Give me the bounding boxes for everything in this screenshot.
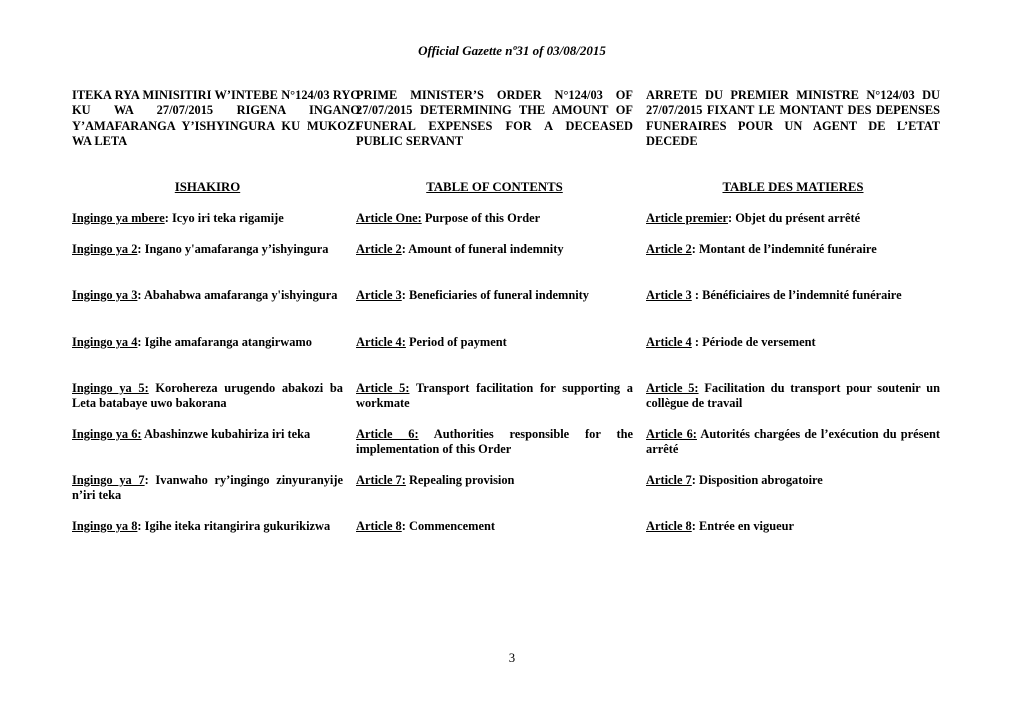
toc-entry-ref: Article 3 bbox=[646, 288, 692, 302]
toc-entry bbox=[646, 288, 940, 303]
toc-entry-ref: Article 8 bbox=[356, 519, 402, 533]
gazette-header: Official Gazette nº31 of 03/08/2015 bbox=[418, 43, 606, 58]
toc-entry bbox=[72, 519, 343, 534]
page-number: 3 bbox=[508, 651, 516, 665]
toc-entry bbox=[356, 473, 633, 488]
toc-entry bbox=[646, 519, 940, 534]
toc-entry-ref: Ingingo ya 7 bbox=[72, 473, 145, 487]
toc-heading: TABLE DES MATIERES bbox=[722, 180, 864, 194]
toc-entry bbox=[646, 381, 940, 412]
order-title: PRIME MINISTER’S ORDER N°124/03 OF 27/07/2015 DETERMINING THE AMOUNT OF FUNERAL EXPENSES FOR A DECEASED PUBLIC SERVANT bbox=[356, 88, 633, 148]
column-kinyarwanda bbox=[72, 88, 360, 164]
toc-entry-ref: Ingingo ya 6: bbox=[72, 427, 142, 441]
toc-entry-ref: Article 7: bbox=[356, 473, 406, 487]
toc-entry-text: : Disposition abrogatoire bbox=[691, 473, 823, 487]
toc-entry-ref: Article 2 bbox=[646, 242, 692, 256]
order-title: ITEKA RYA MINISITIRI W’INTEBE N°124/03 RYO KU WA 27/07/2015 RIGENA INGANO Y’AMAFARANGA Y’ISHYINGURA KU MUKOZI WA LETA bbox=[72, 88, 360, 148]
toc-entry-ref: Ingingo ya 4 bbox=[72, 335, 138, 349]
toc-entry-text: Transport facilitation for supporting a workmate bbox=[356, 381, 633, 411]
toc-entry-text: Koroherez​a urugendo abakozi ba Leta batabaye uwo bakorana bbox=[72, 381, 344, 411]
toc-entry bbox=[646, 335, 940, 350]
toc-entry-ref: Article 4: bbox=[356, 335, 406, 349]
toc-entry bbox=[72, 381, 343, 412]
toc-entry-text: : Entrée en vigueur bbox=[691, 519, 794, 533]
toc-entry-text: : Objet du présent arrêté bbox=[728, 211, 861, 225]
toc-entry bbox=[356, 335, 633, 350]
toc-entry bbox=[356, 381, 633, 412]
column-english bbox=[356, 88, 633, 164]
toc-entry bbox=[646, 211, 940, 226]
toc-entry-text: : Icyo iri teka rigamije bbox=[164, 211, 284, 225]
toc-entry bbox=[72, 473, 343, 504]
toc-entry-text: : Période de versement bbox=[691, 335, 816, 349]
toc-entry bbox=[72, 427, 343, 442]
toc-entry bbox=[356, 427, 633, 458]
toc-heading: ISHAKIRO bbox=[174, 180, 241, 194]
toc-entry bbox=[356, 519, 633, 534]
toc-entry-text: : Bénéficiaires de l’indemnité funéraire bbox=[691, 288, 902, 302]
toc-entry-text: Abashinzwe kubahiriza iri teka bbox=[141, 427, 311, 441]
toc-entry-text: Period of payment bbox=[405, 335, 507, 349]
toc-entry bbox=[72, 242, 343, 257]
toc-entry bbox=[72, 211, 343, 226]
toc-entry-ref: Article 3 bbox=[356, 288, 402, 302]
toc-entry bbox=[72, 288, 343, 303]
toc-entry bbox=[356, 211, 633, 226]
toc-entry-ref: Article 5: bbox=[356, 381, 410, 395]
toc-entry-ref: Ingingo ya mbere bbox=[72, 211, 165, 225]
toc-entry-text: : Beneficiaries of funeral indemnity bbox=[401, 288, 589, 302]
toc-entry bbox=[356, 242, 633, 257]
toc-entry bbox=[356, 288, 633, 303]
toc-entry-text: Facilitation du transport pour soutenir un collègue de travail bbox=[646, 381, 940, 411]
toc-entry-text: Authorities responsible for the implementation of this Order bbox=[356, 427, 633, 457]
toc-entry-ref: Article 4 bbox=[646, 335, 692, 349]
toc-entry-ref: Ingingo ya 3 bbox=[72, 288, 138, 302]
toc-entry-ref: Ingingo ya 8 bbox=[72, 519, 138, 533]
toc-entry bbox=[646, 473, 940, 488]
toc-entry-text: : Igihe iteka ritangirira gukurikizwa bbox=[137, 519, 331, 533]
toc-entry-text: Repealing provision bbox=[405, 473, 515, 487]
toc-entry-text: : Igihe amafaranga atangirwamo bbox=[137, 335, 312, 349]
toc-entry bbox=[72, 335, 343, 350]
toc-entry-text: : Commencement bbox=[401, 519, 496, 533]
toc-entry-ref: Ingingo ya 5: bbox=[72, 381, 149, 395]
toc-entry-text: : Montant de l’indemnité funéraire bbox=[691, 242, 877, 256]
toc-entry-ref: Article 2 bbox=[356, 242, 402, 256]
toc-entry-text: : Amount of funeral indemnity bbox=[401, 242, 564, 256]
toc-entry-ref: Article 7 bbox=[646, 473, 692, 487]
toc-entry bbox=[646, 242, 940, 257]
toc-entry-ref: Article premier bbox=[646, 211, 728, 225]
toc-entry-text: : Abahabwa amafaranga y'ishyingura bbox=[137, 288, 338, 302]
toc-entry-ref: Article 8 bbox=[646, 519, 692, 533]
toc-entry-text: Purpose of this Order bbox=[421, 211, 541, 225]
toc-entry-text: : Ingano y'amafaranga y’ishyingura bbox=[137, 242, 329, 256]
toc-entry-ref: Article 6: bbox=[356, 427, 419, 441]
toc-heading: TABLE OF CONTENTS bbox=[426, 180, 563, 194]
toc-entry-ref: Ingingo ya 2 bbox=[72, 242, 138, 256]
order-title: ARRETE DU PREMIER MINISTRE N°124/03 DU 27/07/2015 FIXANT LE MONTANT DES DEPENSES FUNERAIRES POUR UN AGENT DE L’ETAT DECEDE bbox=[646, 88, 940, 148]
column-french bbox=[646, 88, 940, 164]
toc-entry-text: : Ivanwaho ry’ingingo zinyuranyije n’iri teka bbox=[72, 473, 343, 503]
toc-entry-ref: Article 5: bbox=[646, 381, 699, 395]
toc-entry-text: Autorités chargées de l’exécution du présent arrêté bbox=[646, 427, 940, 457]
toc-entry bbox=[646, 427, 940, 458]
toc-entry-ref: Article One: bbox=[356, 211, 422, 225]
toc-entry-ref: Article 6: bbox=[646, 427, 697, 441]
